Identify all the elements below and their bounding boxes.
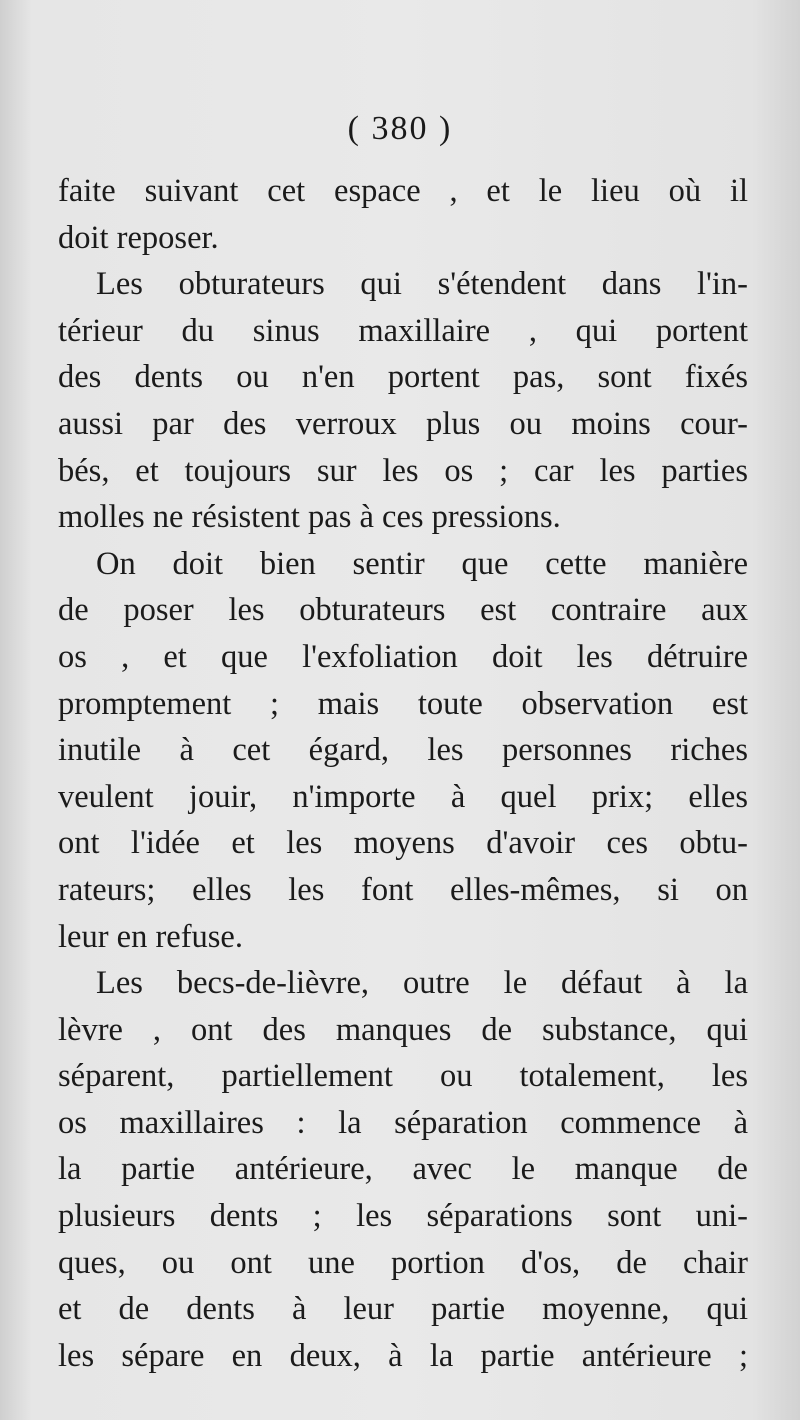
text-line: doit reposer. <box>58 219 219 256</box>
page-number-header: ( 380 ) <box>347 110 453 147</box>
text-line: ques, ou ont une portion d'os, de chair <box>58 1244 748 1281</box>
text-line: veulent jouir, n'importe à quel prix; elles <box>58 778 748 815</box>
text-line: leur en refuse. <box>58 918 243 955</box>
text-line: aussi par des verroux plus ou moins cour- <box>58 405 748 442</box>
text-line: les sépare en deux, à la partie antérieure ; <box>58 1337 748 1374</box>
text-line: inutile à cet égard, les personnes riches <box>58 732 748 769</box>
text-line: os , et que l'exfoliation doit les détruire <box>58 638 748 675</box>
text-line: plusieurs dents ; les séparations sont uni- <box>58 1198 748 1235</box>
text-line: de poser les obturateurs est contraire aux <box>58 592 748 629</box>
text-line: bés, et toujours sur les os ; car les parties <box>58 452 748 489</box>
text-line: séparent, partiellement ou totalement, les <box>58 1058 748 1095</box>
paragraph-start-line: Les becs-de-lièvre, outre le défaut à la <box>96 965 748 1002</box>
text-line: térieur du sinus maxillaire , qui portent <box>58 312 748 349</box>
text-line: lèvre , ont des manques de substance, qui <box>58 1011 748 1048</box>
text-line: promptement ; mais toute observation est <box>58 685 748 722</box>
text-line: os maxillaires : la séparation commence à <box>58 1104 748 1141</box>
text-line: ont l'idée et les moyens d'avoir ces obtu- <box>58 825 748 862</box>
paragraph-start-line: On doit bien sentir que cette manière <box>96 545 748 582</box>
text-line: la partie antérieure, avec le manque de <box>58 1151 748 1188</box>
body-text <box>58 168 748 1379</box>
text-line: des dents ou n'en portent pas, sont fixés <box>58 359 748 396</box>
text-line: et de dents à leur partie moyenne, qui <box>58 1291 748 1328</box>
text-line: molles ne résistent pas à ces pressions. <box>58 499 561 536</box>
paragraph-start-line: Les obturateurs qui s'étendent dans l'in- <box>96 266 748 303</box>
text-line: rateurs; elles les font elles-mêmes, si on <box>58 871 748 908</box>
text-line: faite suivant cet espace , et le lieu où il <box>58 173 748 209</box>
